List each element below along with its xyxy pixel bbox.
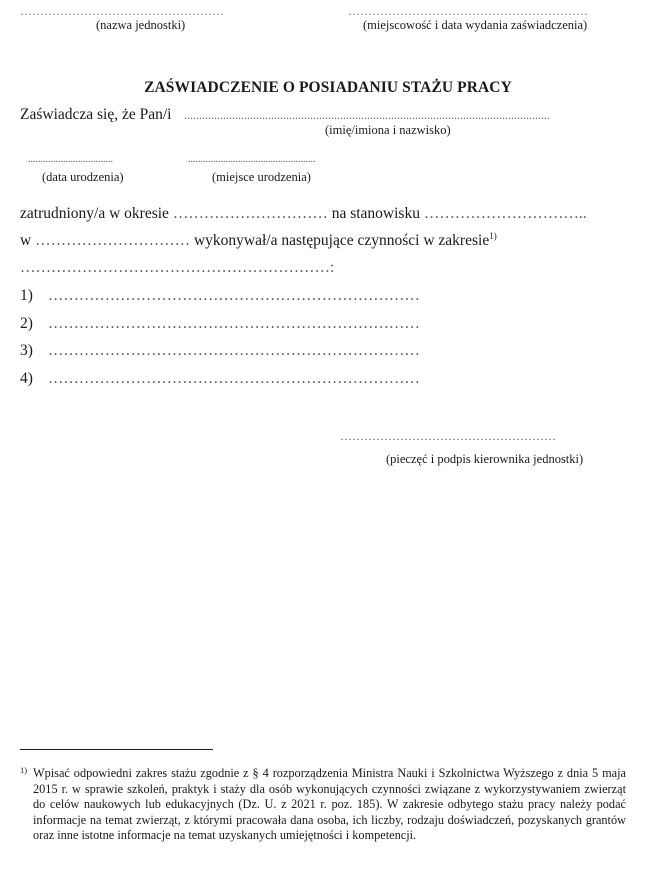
duty-field[interactable]: ……………………………………………………………… (47, 342, 420, 359)
workplace-field[interactable]: ………………………… (35, 232, 191, 249)
duties-intro-text: wykonywał/a następujące czynności w zakresie (193, 232, 490, 249)
full-name-label: (imię/imiona i nazwisko) (325, 123, 451, 137)
unit-name-label: (nazwa jednostki) (96, 18, 186, 32)
duty-number: 4) (20, 370, 33, 387)
duty-field[interactable]: ……………………………………………………………… (47, 370, 420, 387)
birth-place-field[interactable]: ................................................... (188, 154, 316, 165)
duty-item (20, 342, 420, 360)
employment-line-2 (20, 232, 497, 250)
duty-item (20, 315, 420, 333)
duty-field[interactable]: ……………………………………………………………… (47, 315, 420, 332)
signature-field[interactable]: ……………………………………………… (340, 429, 556, 443)
duty-number: 1) (20, 287, 33, 304)
position-field[interactable]: ………………………….. (423, 205, 587, 222)
employment-line-1 (20, 205, 587, 223)
duty-number: 2) (20, 315, 33, 332)
duty-number: 3) (20, 342, 33, 359)
birth-date-label: (data urodzenia) (42, 170, 124, 184)
place-date-label: (miejscowość i data wydania zaświadczenia) (363, 18, 588, 32)
employment-period-field[interactable]: ………………………… (172, 205, 328, 222)
footnote-ref: 1) (489, 230, 497, 241)
birth-place-label: (miejsce urodzenia) (212, 170, 311, 184)
employed-period-text: zatrudniony/a w okresie (20, 205, 169, 222)
footnote-text: Wpisać odpowiedni zakres stażu zgodnie z § 4 rozporządzenia Ministra Nauki i Szkolnictwa Wyższego z dnia 5 maja 2015 r. w sprawie szkoleń, praktyk i staży dla osób wykonujących czynności związane z wykorzystywaniem zwierząt do celów naukowych lub edukacyjnych (Dz. U. z 2021 r. poz. 185). W zakresie odbytego stażu pracy należy podać informacje na temat zwierząt, z którymi pracowała dana osoba, ich liczby, rodzaju doświadczeń, pozyskanych grantów oraz inne istotne informacje na temat uzyskanych umiejętności i kompetencji. (33, 766, 626, 843)
signature-label: (pieczęć i podpis kierownika jednostki) (386, 452, 584, 466)
footnote (20, 766, 626, 844)
duties-scope-field[interactable]: ……………………………………………………: (20, 259, 335, 276)
footnote-divider (20, 749, 213, 750)
footnote-mark: 1) (20, 765, 28, 775)
in-text: w (20, 232, 32, 249)
unit-name-field[interactable]: …………………………………………… (20, 4, 224, 18)
birth-date-field[interactable]: .................................. (28, 154, 113, 165)
full-name-field[interactable]: .......................................................................................................................... (184, 108, 550, 122)
position-text: na stanowisku (331, 205, 420, 222)
duty-item (20, 370, 420, 388)
document-title: ZAŚWIADCZENIE O POSIADANIU STAŻU PRACY (144, 79, 512, 96)
certify-text: Zaświadcza się, że Pan/i (20, 106, 172, 123)
duty-field[interactable]: ……………………………………………………………… (47, 287, 420, 304)
duty-item (20, 287, 420, 305)
place-date-field[interactable]: …………………………………………………… (348, 4, 588, 18)
